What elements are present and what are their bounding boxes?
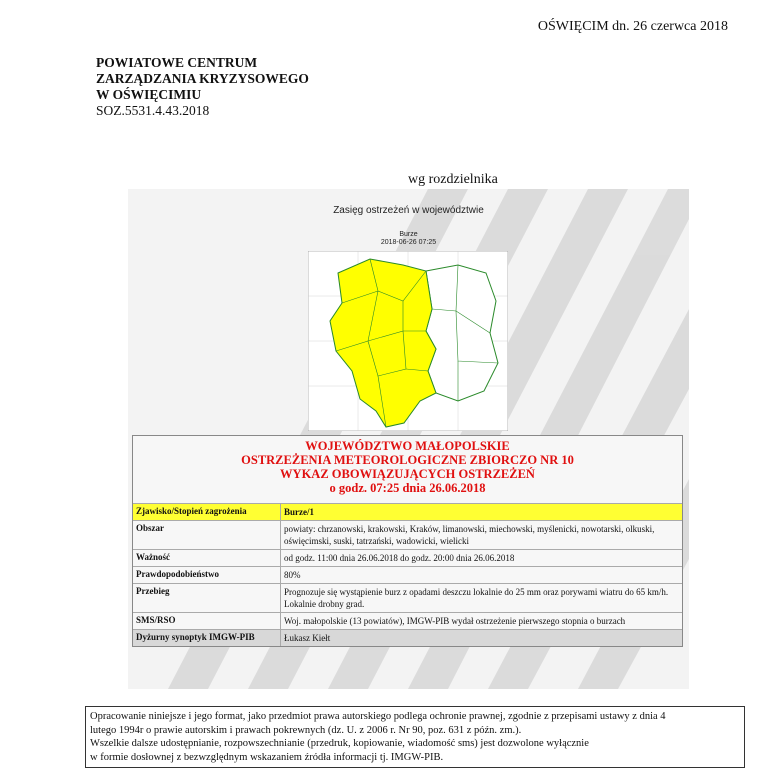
row-value: od godz. 11:00 dnia 26.06.2018 do godz. 20:00 dnia 26.06.2018: [284, 553, 515, 563]
copyright-line-3: Wszelkie dalsze udostępnianie, rozpowszechnianie (przedruk, kopiowanie, wiadomość sms) jest dozwolone wyłącznie: [90, 738, 589, 749]
distribution-note: wg rozdzielnika: [408, 172, 498, 187]
row-label: Przebieg: [133, 584, 281, 612]
copyright-line-4: w formie dosłownej z bezwzględnym wskazaniem źródła informacji tj. IMGW-PIB.: [90, 751, 444, 763]
row-value: Łukasz Kiełt: [281, 630, 682, 646]
row-value: Burze/1: [284, 507, 314, 517]
table-row-forecaster: [133, 629, 682, 646]
warning-title-voivodeship: WOJEWÓDZTWO MAŁOPOLSKIE: [305, 439, 510, 453]
reference-number: SOZ.5531.4.43.2018: [96, 103, 210, 118]
sender-line-1: POWIATOWE CENTRUM: [96, 55, 258, 70]
copyright-line-1: Opracowanie niniejsze i jego format, jako przedmiot prawa autorskiego podlega ochronie prawnej, zgodnie z przepisami ustawy z dnia 4: [90, 711, 666, 722]
warning-title-list: WYKAZ OBOWIĄZUJĄCYCH OSTRZEŻEŃ: [280, 467, 535, 481]
row-label: Ważność: [133, 550, 281, 566]
row-label: Obszar: [133, 521, 281, 549]
map-subtitle: [128, 231, 689, 247]
table-row-sms: [133, 612, 682, 629]
sender-line-3: W OŚWIĘCIMIU: [96, 87, 202, 102]
row-label: Zjawisko/Stopień zagrożenia: [133, 504, 281, 520]
table-row-validity: [133, 549, 682, 566]
copyright-notice: [85, 706, 745, 768]
map-phenomenon: Burze: [399, 231, 418, 238]
warning-title-summary: OSTRZEŻENIA METEOROLOGICZNE ZBIORCZO NR 10: [241, 453, 574, 467]
row-value: 80%: [284, 570, 301, 580]
map-title: Zasięg ostrzeżeń w województwie: [333, 205, 484, 216]
row-value: powiaty: chrzanowski, krakowski, Kraków, limanowski, miechowski, myślenicki, nowotarski, olkuski, oświęcimski, suski, tatrzański, wadowicki, wielicki: [284, 524, 655, 546]
table-row-probability: [133, 566, 682, 583]
map-timestamp: 2018-06-26 07:25: [380, 239, 437, 246]
row-value: Prognozuje się wystąpienie burz z opadami deszczu lokalnie do 25 mm oraz porywami wiatru do 65 km/h. Lokalnie drobny grad.: [284, 587, 669, 609]
warning-table: [132, 435, 683, 647]
row-label: SMS/RSO: [133, 613, 281, 629]
sender-block: [96, 55, 309, 119]
scanned-warning-image: [128, 189, 689, 689]
table-row-phenomenon: [133, 503, 682, 520]
warning-title-time: o godz. 07:25 dnia 26.06.2018: [329, 481, 486, 495]
table-row-course: [133, 583, 682, 612]
region-map: [308, 251, 508, 431]
document-date: OŚWIĘCIM dn. 26 czerwca 2018: [537, 19, 728, 34]
row-value: Woj. małopolskie (13 powiatów), IMGW-PIB wydał ostrzeżenie pierwszego stopnia o burzach: [284, 616, 626, 626]
unwarned-region: [426, 265, 498, 401]
warning-header: [133, 436, 682, 503]
sender-line-2: ZARZĄDZANIA KRYZYSOWEGO: [96, 71, 309, 86]
row-label: Dyżurny synoptyk IMGW-PIB: [133, 630, 281, 646]
row-label: Prawdopodobieństwo: [133, 567, 281, 583]
copyright-line-2: lutego 1994r o prawie autorskim i prawach pokrewnych (dz. U. z 2006 r. Nr 90, poz. 631 z późn. zm.).: [90, 724, 522, 736]
table-row-area: [133, 520, 682, 549]
